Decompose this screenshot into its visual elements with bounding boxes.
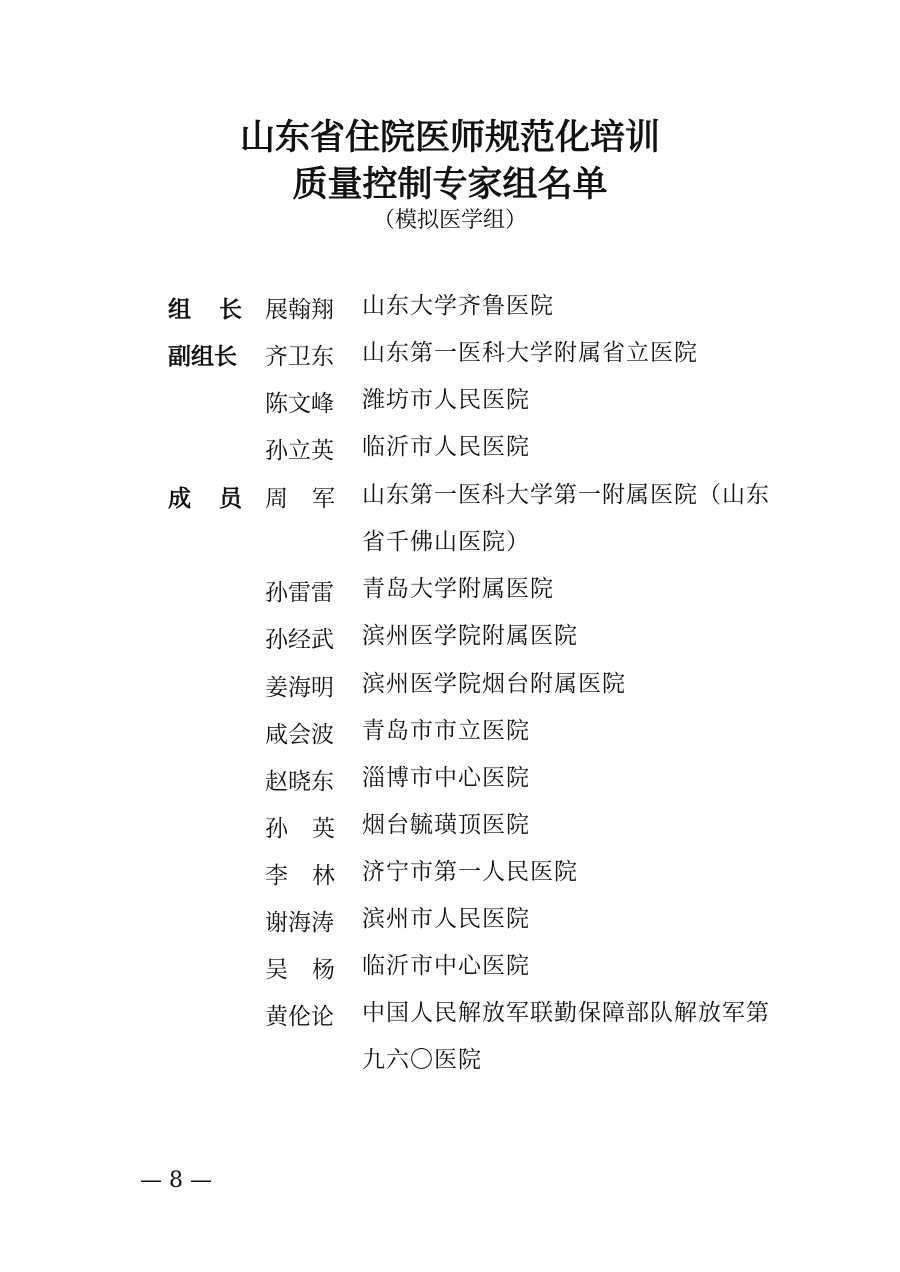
deputy-org: 临沂市人民医院 <box>362 434 530 460</box>
member-name: 姜海明 <box>265 675 334 701</box>
member-org: 滨州市人民医院 <box>362 906 530 932</box>
member-name: 孙 英 <box>265 816 335 842</box>
member-name: 李 林 <box>265 863 335 889</box>
leader-name: 展翰翔 <box>265 297 334 323</box>
deputy-name: 孙立英 <box>265 438 334 464</box>
member-name: 赵晓东 <box>265 769 334 795</box>
member-org: 济宁市第一人民医院 <box>362 859 578 885</box>
role-member-label: 成 员 <box>168 486 242 512</box>
deputy-org: 潍坊市人民医院 <box>362 387 530 413</box>
member-name: 孙雷雷 <box>265 580 334 606</box>
deputy-name: 齐卫东 <box>265 344 334 370</box>
deputy-org: 山东第一医科大学附属省立医院 <box>362 340 698 366</box>
role-leader-label: 组 长 <box>168 297 242 323</box>
page-number: — 8 — <box>140 1168 212 1193</box>
member-name: 吴 杨 <box>265 957 335 983</box>
role-deputy-label: 副组长 <box>168 344 237 370</box>
member-org: 滨州医学院烟台附属医院 <box>362 671 626 697</box>
document-title-line1: 山东省住院医师规范化培训 <box>239 118 660 158</box>
document-subtitle: （模拟医学组） <box>372 208 527 233</box>
member-org: 淄博市中心医院 <box>362 765 530 791</box>
member-name: 孙经武 <box>265 627 334 653</box>
member-org: 烟台毓璜顶医院 <box>362 812 530 838</box>
member-name: 咸会波 <box>265 722 334 748</box>
leader-org: 山东大学齐鲁医院 <box>362 293 554 319</box>
member-org: 中国人民解放军联勤保障部队解放军第九六〇医院 <box>362 1000 770 1073</box>
member-name: 谢海涛 <box>265 910 334 936</box>
member-name: 黄伦论 <box>265 1004 334 1030</box>
deputy-name: 陈文峰 <box>265 391 334 417</box>
member-org: 滨州医学院附属医院 <box>362 623 578 649</box>
member-org: 临沂市中心医院 <box>362 953 530 979</box>
member-name: 周 军 <box>265 486 335 512</box>
member-org: 青岛市市立医院 <box>362 718 530 744</box>
member-org: 山东第一医科大学第一附属医院（山东省千佛山医院） <box>362 482 770 555</box>
document-title-line2: 质量控制专家组名单 <box>292 165 608 205</box>
member-org: 青岛大学附属医院 <box>362 576 554 602</box>
